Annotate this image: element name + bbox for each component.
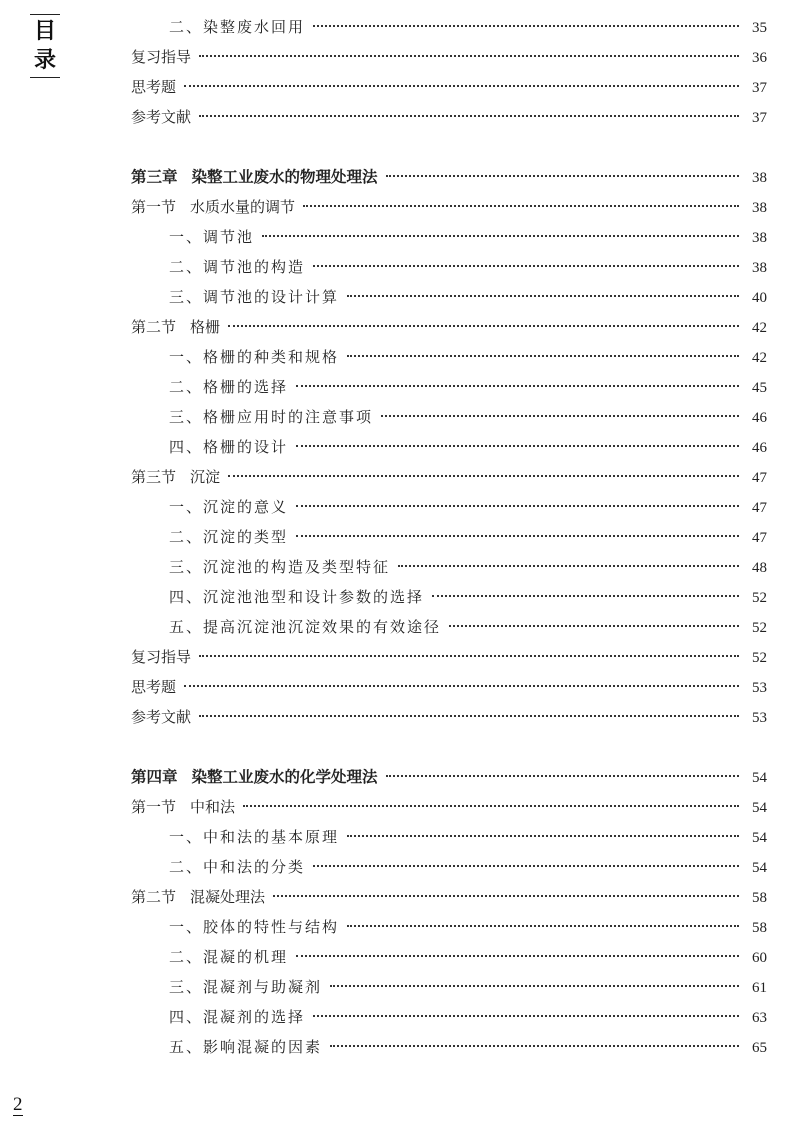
dot-leader [432,595,739,597]
toc-entry-title: 沉淀 [190,468,221,486]
toc-entry-sub[interactable] [131,282,767,312]
dot-leader [199,115,739,117]
toc-entry-prefix: 第一节 [131,798,177,816]
toc-entry-page: 38 [752,260,767,276]
toc-entry-label [169,492,288,522]
toc-entry-page: 38 [752,230,767,246]
toc-entry-title: 四、混凝剂的选择 [169,1008,306,1026]
dot-leader [228,475,739,477]
toc-entry-section[interactable] [131,702,767,732]
dot-leader [228,325,739,327]
toc-entry-title: 四、格栅的设计 [169,438,289,456]
toc-entry-page: 61 [752,980,767,996]
toc-entry-title: 二、沉淀的类型 [169,528,289,546]
toc-entry-page: 36 [752,50,767,66]
toc-entry-sub[interactable] [131,372,767,402]
toc-entry-prefix: 第二节 [131,888,177,906]
toc-entry-prefix: 第三节 [131,468,177,486]
dot-leader [262,235,739,237]
toc-entry-page: 52 [752,650,767,666]
section-gap [131,132,767,162]
side-tab-rule-bottom [30,77,60,78]
toc-entry-label [169,942,288,972]
dot-leader [296,385,739,387]
toc-entry-label [169,912,339,942]
toc-entry-section[interactable] [131,882,767,912]
toc-entry-sub[interactable] [131,342,767,372]
toc-entry-section[interactable] [131,642,767,672]
toc-entry-sub[interactable] [131,222,767,252]
toc-entry-title: 一、格栅的种类和规格 [169,348,340,366]
toc-entry-sub[interactable] [131,402,767,432]
toc-entry-page: 52 [752,590,767,606]
dot-leader [347,925,739,927]
toc-entry-title: 水质水量的调节 [190,198,296,216]
toc-entry-section[interactable] [131,192,767,222]
dot-leader [296,445,739,447]
dot-leader [330,985,739,987]
toc-entry-sub[interactable] [131,552,767,582]
toc-entry-title: 混凝处理法 [190,888,266,906]
toc-entry-page: 52 [752,620,767,636]
toc-entry-label [131,702,191,732]
dot-leader [296,505,739,507]
toc-entry-label [169,852,305,882]
toc-entry-page: 47 [752,470,767,486]
toc-entry-section[interactable] [131,102,767,132]
toc-entry-page: 58 [752,890,767,906]
toc-entry-prefix: 第三章 [131,167,178,186]
toc-entry-title: 二、调节池的构造 [169,258,306,276]
toc-entry-page: 46 [752,440,767,456]
toc-entry-title: 三、格栅应用时的注意事项 [169,408,374,426]
dot-leader [296,535,739,537]
toc-entry-page: 48 [752,560,767,576]
section-gap [131,732,767,762]
table-of-contents [131,12,767,1062]
toc-entry-page: 47 [752,530,767,546]
toc-entry-section[interactable] [131,42,767,72]
toc-entry-title: 五、提高沉淀池沉淀效果的有效途径 [169,618,442,636]
toc-entry-label [131,162,378,192]
dot-leader [347,355,739,357]
toc-entry-sub[interactable] [131,612,767,642]
toc-entry-page: 54 [752,830,767,846]
toc-entry-label [169,822,339,852]
toc-entry-sub[interactable] [131,1032,767,1062]
toc-entry-label [169,972,322,1002]
toc-entry-title: 二、染整废水回用 [169,18,306,36]
toc-entry-title: 一、沉淀的意义 [169,498,289,516]
dot-leader [199,55,739,57]
toc-entry-title: 思考题 [131,78,177,96]
toc-entry-sub[interactable] [131,822,767,852]
toc-entry-page: 37 [752,80,767,96]
side-tab-char: 录 [33,48,56,73]
toc-entry-sub[interactable] [131,252,767,282]
dot-leader [347,835,739,837]
toc-entry-title: 参考文献 [131,108,192,126]
toc-entry-page: 42 [752,320,767,336]
toc-entry-sub[interactable] [131,912,767,942]
toc-entry-title: 三、沉淀池的构造及类型特征 [169,558,391,576]
toc-entry-title: 一、中和法的基本原理 [169,828,340,846]
dot-leader [386,775,739,777]
toc-entry-title: 二、混凝的机理 [169,948,289,966]
toc-entry-sub[interactable] [131,852,767,882]
toc-entry-label [131,312,220,342]
toc-entry-title: 格栅 [190,318,221,336]
toc-entry-title: 三、混凝剂与助凝剂 [169,978,323,996]
toc-entry-page: 42 [752,350,767,366]
toc-entry-section[interactable] [131,672,767,702]
toc-entry-page: 37 [752,110,767,126]
toc-entry-title: 复习指导 [131,48,192,66]
toc-entry-page: 45 [752,380,767,396]
toc-entry-sub[interactable] [131,432,767,462]
dot-leader [273,895,739,897]
toc-entry-sub[interactable] [131,942,767,972]
toc-entry-sub[interactable] [131,582,767,612]
toc-entry-page: 46 [752,410,767,426]
dot-leader [449,625,739,627]
dot-leader [303,205,739,207]
dot-leader [184,685,739,687]
toc-entry-sub[interactable] [131,492,767,522]
dot-leader [313,265,739,267]
toc-entry-label [131,192,295,222]
dot-leader [347,295,739,297]
toc-entry-prefix: 第二节 [131,318,177,336]
toc-entry-label [169,582,424,612]
toc-entry-section[interactable] [131,312,767,342]
toc-entry-title: 一、胶体的特性与结构 [169,918,340,936]
dot-leader [313,865,739,867]
toc-entry-prefix: 第一节 [131,198,177,216]
dot-leader [199,655,739,657]
toc-entry-label [169,612,441,642]
toc-entry-title: 二、中和法的分类 [169,858,306,876]
toc-entry-page: 40 [752,290,767,306]
toc-entry-label [169,522,288,552]
toc-entry-page: 60 [752,950,767,966]
side-tab-contents [30,14,60,78]
toc-entry-chapter[interactable] [131,762,767,792]
toc-entry-label [169,222,254,252]
side-tab-char: 目 [33,19,56,44]
toc-entry-page: 63 [752,1010,767,1026]
toc-entry-label [169,432,288,462]
toc-entry-section[interactable] [131,462,767,492]
dot-leader [199,715,739,717]
toc-entry-page: 58 [752,920,767,936]
toc-entry-label [169,402,373,432]
toc-entry-label [131,882,265,912]
toc-entry-label [131,72,176,102]
toc-entry-label [169,552,390,582]
page-number: 2 [13,1094,23,1115]
toc-entry-title: 五、影响混凝的因素 [169,1038,323,1056]
toc-entry-section[interactable] [131,72,767,102]
toc-entry-sub[interactable] [131,522,767,552]
dot-leader [296,955,739,957]
toc-entry-title: 二、格栅的选择 [169,378,289,396]
toc-entry-label [131,762,378,792]
toc-entry-label [169,252,305,282]
toc-entry-page: 54 [752,800,767,816]
toc-entry-label [131,462,220,492]
side-tab-rule-top [30,14,60,15]
toc-entry-sub[interactable] [131,1002,767,1032]
toc-entry-page: 53 [752,710,767,726]
toc-entry-page: 65 [752,1040,767,1056]
toc-entry-page: 53 [752,680,767,696]
toc-entry-title: 参考文献 [131,708,192,726]
toc-entry-label [169,1032,322,1062]
toc-entry-title: 三、调节池的设计计算 [169,288,340,306]
toc-entry-page: 38 [752,170,767,186]
dot-leader [313,25,739,27]
toc-entry-label [169,372,288,402]
dot-leader [398,565,739,567]
toc-entry-label [131,792,235,822]
toc-entry-title: 中和法 [190,798,236,816]
toc-entry-page: 47 [752,500,767,516]
toc-entry-section[interactable] [131,792,767,822]
dot-leader [386,175,739,177]
toc-entry-prefix: 第四章 [131,767,178,786]
dot-leader [330,1045,739,1047]
toc-entry-label [131,642,191,672]
dot-leader [381,415,739,417]
toc-entry-title: 一、调节池 [169,228,255,246]
toc-entry-page: 38 [752,200,767,216]
toc-entry-label [169,342,339,372]
dot-leader [243,805,739,807]
toc-entry-chapter[interactable] [131,162,767,192]
toc-entry-label [131,42,191,72]
toc-entry-sub[interactable] [131,972,767,1002]
toc-entry-page: 54 [752,770,767,786]
toc-entry-page: 54 [752,860,767,876]
toc-entry-label [169,12,305,42]
dot-leader [184,85,739,87]
toc-entry-title: 思考题 [131,678,177,696]
toc-entry-label [131,102,191,132]
toc-entry-title: 复习指导 [131,648,192,666]
toc-entry-sub[interactable] [131,12,767,42]
toc-entry-label [131,672,176,702]
toc-entry-label [169,282,339,312]
toc-entry-page: 35 [752,20,767,36]
dot-leader [313,1015,739,1017]
toc-entry-label [169,1002,305,1032]
toc-entry-title: 染整工业废水的化学处理法 [191,767,378,786]
toc-entry-title: 四、沉淀池池型和设计参数的选择 [169,588,425,606]
toc-entry-title: 染整工业废水的物理处理法 [191,167,378,186]
